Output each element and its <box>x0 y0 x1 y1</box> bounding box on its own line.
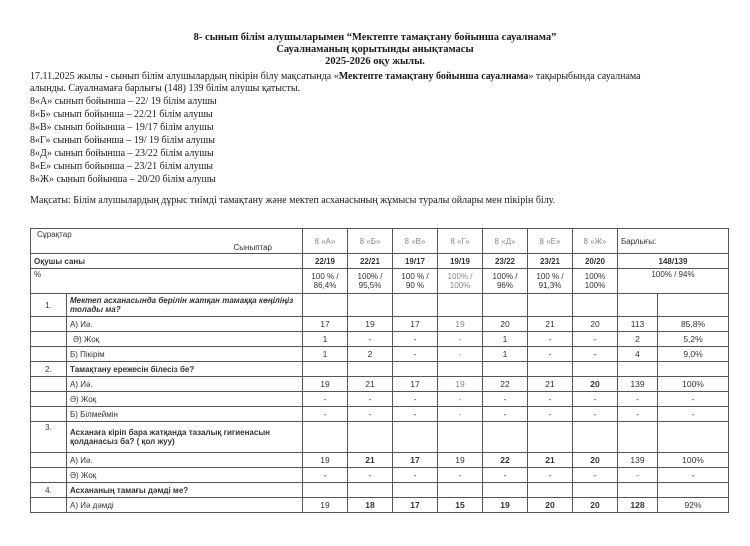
answer-percent: - <box>658 392 729 407</box>
answer-cell: - <box>393 468 438 483</box>
class-line: 8«Г» сынып бойынша – 19/ 19 білім алушы <box>30 135 215 146</box>
answer-cell: - <box>438 347 483 362</box>
answer-cell: 17 <box>393 377 438 392</box>
answer-cell: 20 <box>573 377 618 392</box>
intro-line-1: 17.11.2025 жылы - сынып білім алушылардың пікірін білу мақсатында «Мектепте тамақтану бойынша сауалнама» тақырыбында сауалнама <box>30 71 641 82</box>
percent-cell: 100% / 95,5% <box>348 269 393 294</box>
percent-cell: 100% 100% <box>573 269 618 294</box>
class-header: 8 «Ж» <box>573 229 618 254</box>
answer-row <box>31 392 729 407</box>
answer-cell: 1 <box>483 347 528 362</box>
answer-cell: 21 <box>528 453 573 468</box>
answer-cell: - <box>348 332 393 347</box>
answer-count: - <box>618 407 658 422</box>
answer-percent: - <box>658 407 729 422</box>
percent-cell: 100% / 96% <box>483 269 528 294</box>
answer-cell: 19 <box>303 377 348 392</box>
answer-label: Ә) Жоқ <box>67 468 303 483</box>
answer-cell: 21 <box>528 317 573 332</box>
percent-total: 100% / 94% <box>618 269 729 294</box>
answer-cell: 1 <box>303 332 348 347</box>
answer-cell: - <box>573 468 618 483</box>
answer-cell: 22 <box>483 377 528 392</box>
question-number: 4. <box>31 483 67 498</box>
question-row <box>31 483 729 498</box>
answer-row <box>31 498 729 513</box>
answer-row <box>31 317 729 332</box>
answer-row <box>31 453 729 468</box>
answer-cell: - <box>483 392 528 407</box>
answer-cell: - <box>393 347 438 362</box>
class-line: 8«Ж» сынып бойынша – 20/20 білім алушы <box>30 174 216 185</box>
answer-cell: - <box>573 407 618 422</box>
answer-count: 139 <box>618 377 658 392</box>
document-title: 8- сынып білім алушыларымен “Мектепте тамақтану бойынша сауалнама” <box>193 32 557 43</box>
percent-cell: 100% / 100% <box>438 269 483 294</box>
answer-count: 2 <box>618 332 658 347</box>
answer-cell: 17 <box>393 453 438 468</box>
answer-label: А) Иә. <box>67 317 303 332</box>
class-header: 8 «Е» <box>528 229 573 254</box>
answer-cell: - <box>348 407 393 422</box>
answer-cell: 1 <box>483 332 528 347</box>
answer-cell: 20 <box>483 317 528 332</box>
document-subtitle: Сауалнаманың қорытынды анықтамасы <box>276 44 474 55</box>
answer-cell: - <box>438 332 483 347</box>
answer-cell: - <box>393 407 438 422</box>
answer-cell: - <box>528 407 573 422</box>
students-cell: 20/20 <box>573 254 618 269</box>
survey-table <box>30 228 729 513</box>
answer-cell: - <box>303 407 348 422</box>
answer-cell: - <box>438 407 483 422</box>
answer-label: А) Иә дәмді <box>67 498 303 513</box>
question-text: Асхананың тамағы дәмді ме? <box>67 483 303 498</box>
students-cell: 22/21 <box>348 254 393 269</box>
answer-percent: 92% <box>658 498 729 513</box>
answer-cell: - <box>528 347 573 362</box>
answer-cell: - <box>348 468 393 483</box>
percent-cell: 100 % / 86,4% <box>303 269 348 294</box>
answer-percent: 5,2% <box>658 332 729 347</box>
answer-cell: 19 <box>348 317 393 332</box>
answer-cell: 19 <box>438 453 483 468</box>
students-label: Оқушы саны <box>31 254 303 269</box>
students-cell: 23/21 <box>528 254 573 269</box>
answer-cell: 19 <box>438 377 483 392</box>
answer-cell: 21 <box>348 453 393 468</box>
answer-label: А) Иә. <box>67 453 303 468</box>
class-header: 8 «Д» <box>483 229 528 254</box>
answer-label: Б) Білмеймін <box>67 407 303 422</box>
students-cell: 23/22 <box>483 254 528 269</box>
class-header: 8 «А» <box>303 229 348 254</box>
answer-cell: 17 <box>393 317 438 332</box>
answer-cell: 19 <box>438 317 483 332</box>
answer-count: - <box>618 392 658 407</box>
corner-cell: Сұрақтар Сыныптар <box>31 229 303 254</box>
answer-count: 4 <box>618 347 658 362</box>
answer-percent: 9,0% <box>658 347 729 362</box>
answer-cell: - <box>483 407 528 422</box>
answer-cell: 20 <box>573 317 618 332</box>
students-total: 148/139 <box>618 254 729 269</box>
answer-percent: - <box>658 468 729 483</box>
percent-cell: 100 % / 91,3% <box>528 269 573 294</box>
question-number: 1. <box>31 294 67 317</box>
answer-row <box>31 332 729 347</box>
students-cell: 22/19 <box>303 254 348 269</box>
answer-cell: 1 <box>303 347 348 362</box>
percent-cell: 100 % / 90 % <box>393 269 438 294</box>
class-line: 8«В» сынып бойынша – 19/17 білім алушы <box>30 122 214 133</box>
answer-cell: 19 <box>483 498 528 513</box>
answer-cell: - <box>438 392 483 407</box>
answer-count: 113 <box>618 317 658 332</box>
answer-cell: 21 <box>528 377 573 392</box>
answer-count: 128 <box>618 498 658 513</box>
class-line: 8«Е» сынып бойынша – 23/21 білім алушы <box>30 161 214 172</box>
answer-cell: - <box>393 332 438 347</box>
answer-label: Ә) Жоқ <box>67 332 303 347</box>
answer-cell: 20 <box>573 498 618 513</box>
answer-cell: 19 <box>303 453 348 468</box>
answer-cell: 19 <box>303 498 348 513</box>
question-text: Мектеп асханасында берілін жатқан тамаққа көңіліңіз толады ма? <box>67 294 303 317</box>
answer-cell: - <box>528 392 573 407</box>
answer-row <box>31 347 729 362</box>
answer-cell: - <box>483 468 528 483</box>
answer-cell: 21 <box>348 377 393 392</box>
answer-cell: 20 <box>528 498 573 513</box>
question-text: Тамақтану ережесін білесіз бе? <box>67 362 303 377</box>
answer-percent: 100% <box>658 377 729 392</box>
question-number: 3. <box>31 422 67 453</box>
answer-row <box>31 468 729 483</box>
answer-cell: 2 <box>348 347 393 362</box>
answer-cell: - <box>303 468 348 483</box>
answer-cell: 22 <box>483 453 528 468</box>
answer-count: - <box>618 468 658 483</box>
class-line: 8«Д» сынып бойынша – 23/22 білім алушы <box>30 148 214 159</box>
answer-cell: - <box>573 347 618 362</box>
answer-row <box>31 407 729 422</box>
answer-cell: - <box>438 468 483 483</box>
answer-cell: - <box>393 392 438 407</box>
answer-cell: - <box>348 392 393 407</box>
students-cell: 19/17 <box>393 254 438 269</box>
answer-percent: 100% <box>658 453 729 468</box>
answer-cell: - <box>303 392 348 407</box>
percent-label: % <box>31 269 303 294</box>
question-number: 2. <box>31 362 67 377</box>
answer-label: Б) Пікірім <box>67 347 303 362</box>
students-cell: 19/19 <box>438 254 483 269</box>
answer-cell: - <box>573 392 618 407</box>
answer-cell: - <box>573 332 618 347</box>
question-row <box>31 362 729 377</box>
question-row <box>31 294 729 317</box>
answer-cell: - <box>528 468 573 483</box>
question-text: Асханаға кіріп бара жатқанда тазалық гигиенасын қолданасыз ба? ( қол жуу) <box>67 422 303 453</box>
percent-row <box>31 269 729 294</box>
class-header: 8 «В» <box>393 229 438 254</box>
intro-line-2: алынды. Сауалнамаға барлығы (148) 139 білім алушы қатысты. <box>30 83 301 94</box>
question-row <box>31 422 729 453</box>
answer-label: А) Иә. <box>67 377 303 392</box>
header-row <box>31 229 729 254</box>
class-header: 8 «Б» <box>348 229 393 254</box>
answer-cell: - <box>528 332 573 347</box>
answer-count: 139 <box>618 453 658 468</box>
answer-cell: 18 <box>348 498 393 513</box>
class-header: 8 «Г» <box>438 229 483 254</box>
school-year: 2025-2026 оқу жылы. <box>325 56 425 67</box>
students-row <box>31 254 729 269</box>
answer-cell: 20 <box>573 453 618 468</box>
class-line: 8«А» сынып бойынша – 22/ 19 білім алушы <box>30 96 217 107</box>
purpose-text: Мақсаты: Білім алушылардың дұрыс тиімді тамақтану және мектеп асханасының жұмысы туралы ойлары мен пікірін білу. <box>30 195 556 206</box>
answer-cell: 17 <box>393 498 438 513</box>
total-header: Барлығы: <box>618 229 729 254</box>
answer-cell: 17 <box>303 317 348 332</box>
answer-cell: 15 <box>438 498 483 513</box>
class-line: 8«Б» сынып бойынша – 22/21 білім алушы <box>30 109 213 120</box>
answer-percent: 85,8% <box>658 317 729 332</box>
answer-label: Ә) Жоқ <box>67 392 303 407</box>
answer-row <box>31 377 729 392</box>
